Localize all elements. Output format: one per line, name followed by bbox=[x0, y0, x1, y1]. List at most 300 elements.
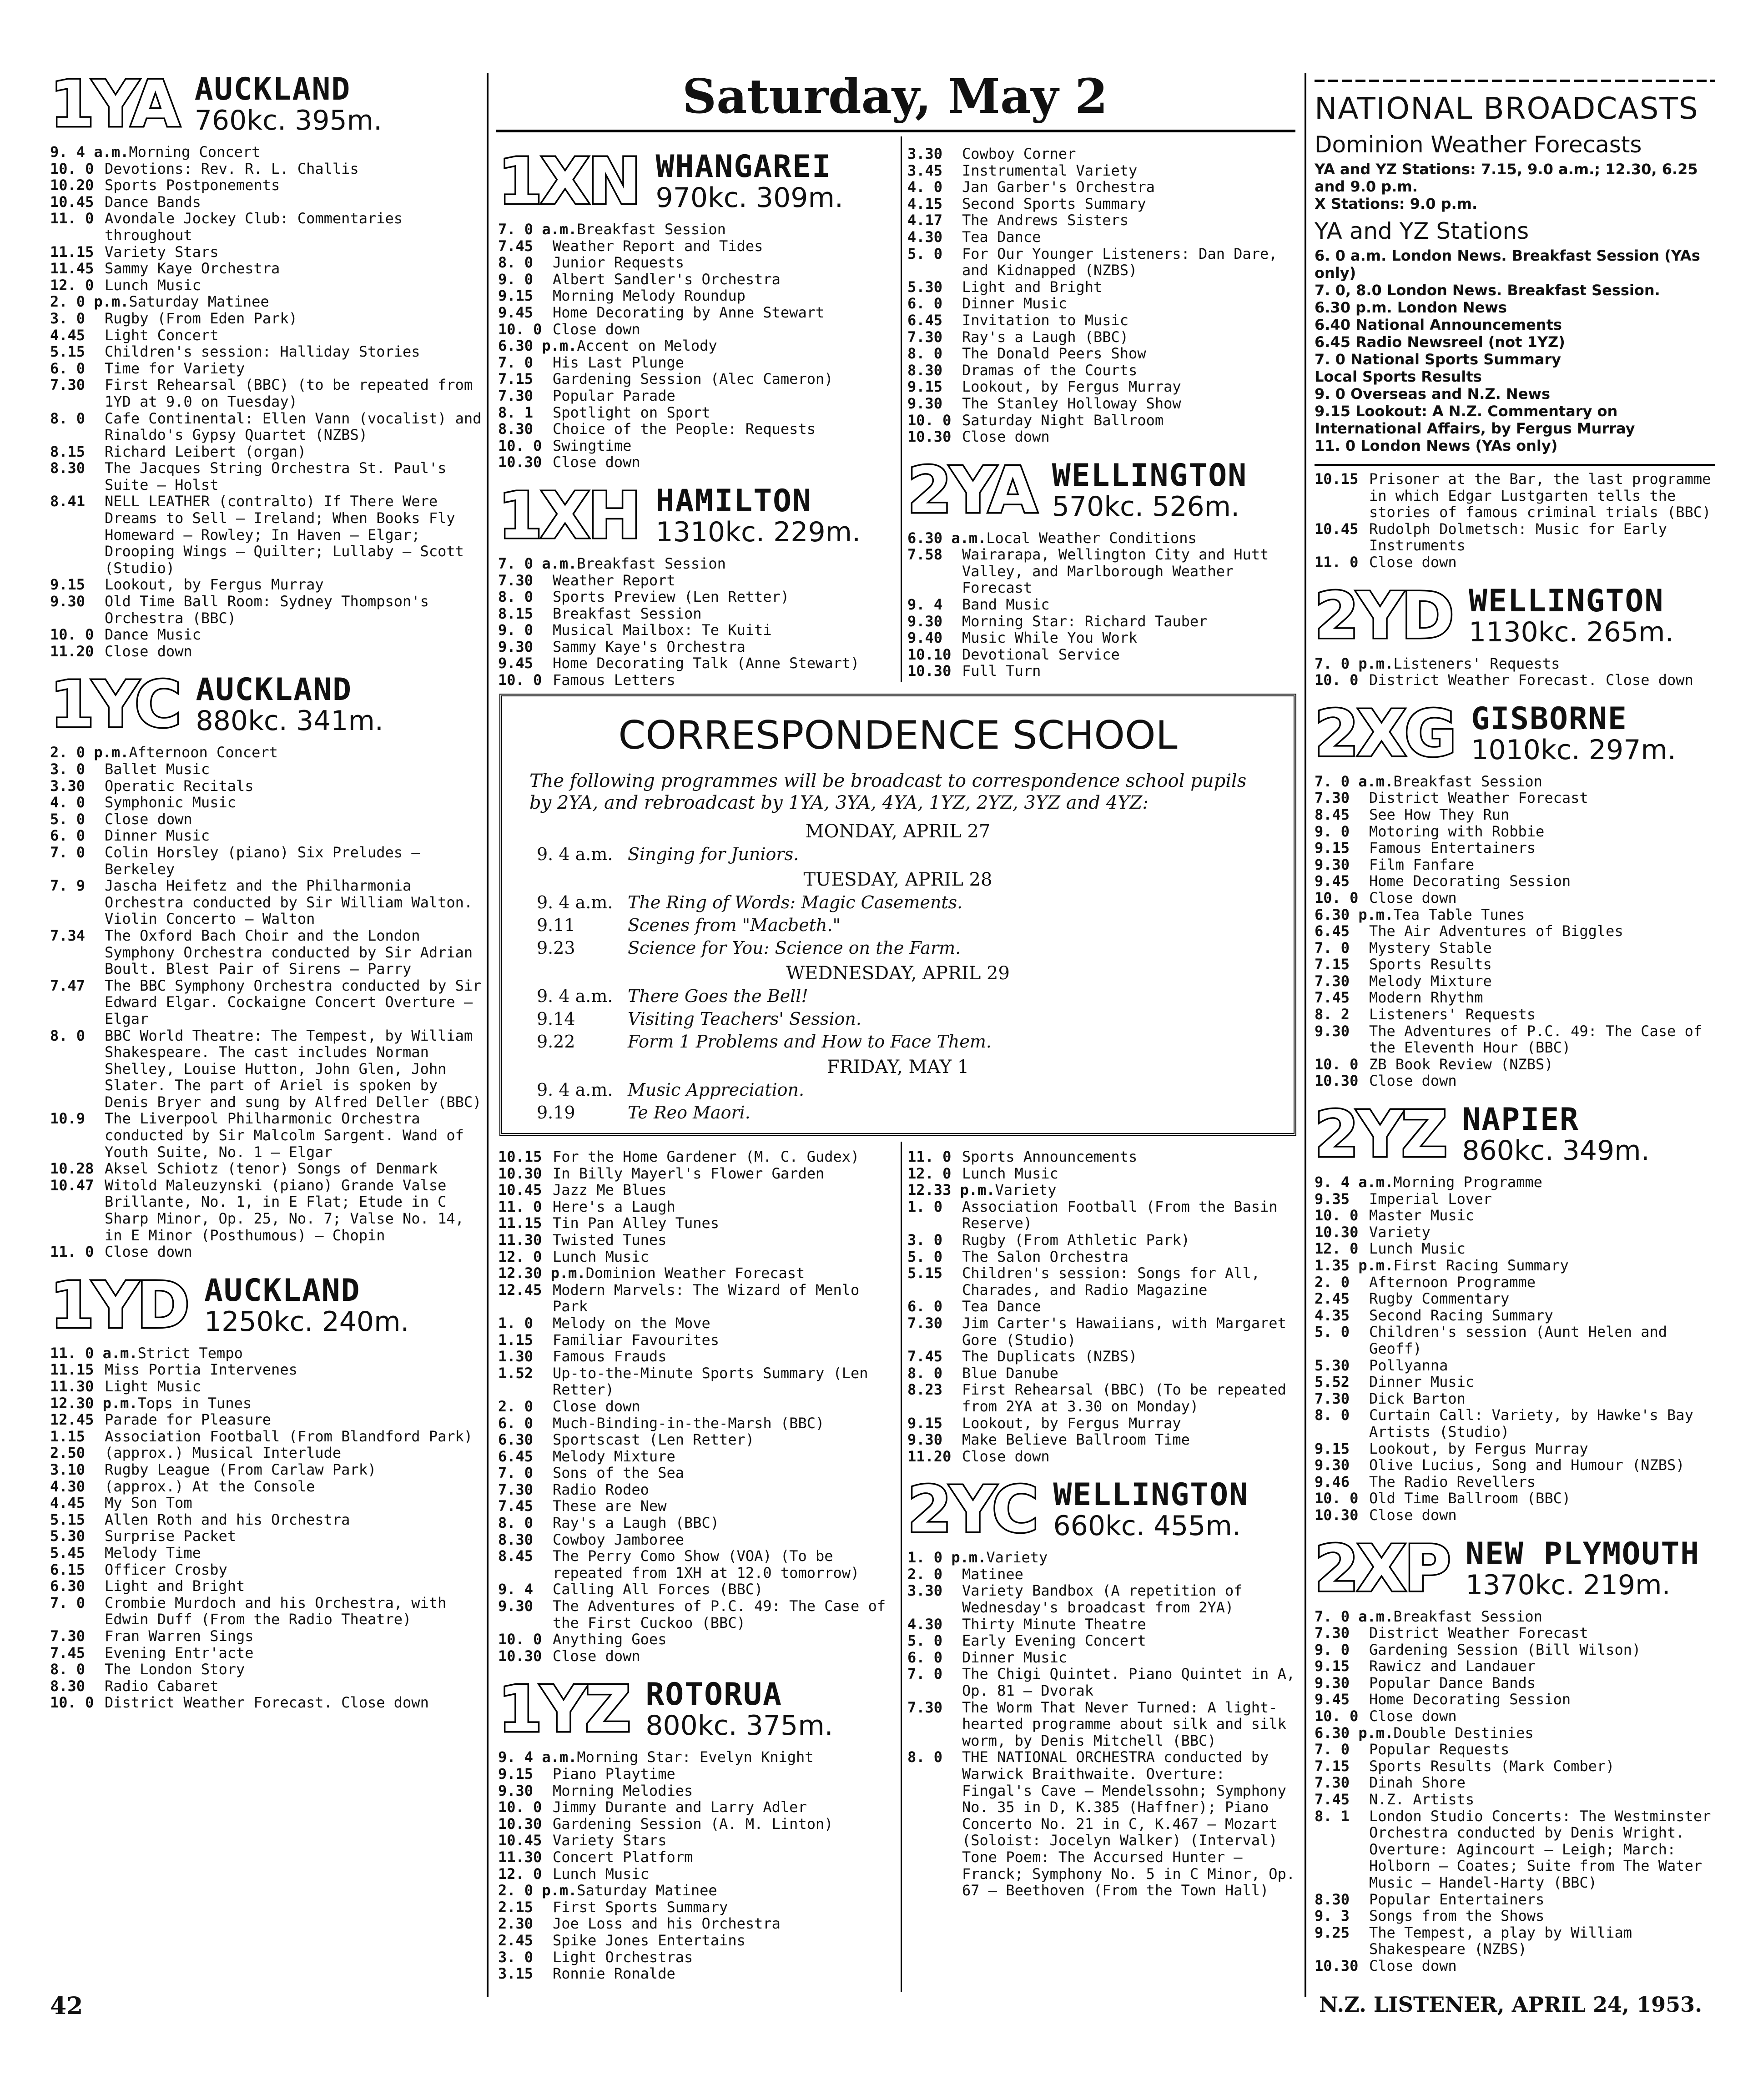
programme-row bbox=[907, 229, 1296, 246]
programme-time: 7.30 bbox=[1315, 1390, 1350, 1407]
programme-row bbox=[1315, 1891, 1715, 1908]
yayz-line: 6.45 Radio Newsreel (not 1YZ) bbox=[1315, 333, 1565, 351]
programme-time: 10.15 bbox=[498, 1148, 542, 1165]
programme-row bbox=[498, 421, 894, 438]
programme-row bbox=[498, 639, 894, 655]
yayz-line: 9. 0 Overseas and N.Z. News bbox=[1315, 385, 1550, 403]
programme-title: Junior Requests bbox=[553, 254, 684, 272]
programme-time: 8. 0 bbox=[50, 1661, 86, 1678]
station-header bbox=[50, 668, 482, 742]
programme-title: Popular Parade bbox=[553, 387, 675, 404]
programme-row bbox=[498, 1783, 894, 1799]
programme-row bbox=[1315, 1440, 1715, 1457]
programme-row bbox=[1315, 873, 1715, 890]
programme-row bbox=[498, 404, 894, 421]
national-rule bbox=[1315, 80, 1715, 82]
programme-time: 5.15 bbox=[50, 343, 86, 361]
programme-title: Jazz Me Blues bbox=[553, 1181, 667, 1199]
programme-title: Tin Pan Alley Tunes bbox=[553, 1214, 720, 1232]
station-city: GISBORNE bbox=[1471, 700, 1627, 737]
programme-title: Master Music bbox=[1369, 1207, 1475, 1224]
programme-row bbox=[498, 1631, 894, 1648]
programme-title: Rudolph Dolmetsch: Music for Early Instruments bbox=[1369, 520, 1667, 554]
programme-title: Morning Concert bbox=[129, 143, 261, 161]
programme-time: 6. 0 bbox=[50, 827, 86, 845]
programme-title: Modern Rhythm bbox=[1369, 989, 1483, 1007]
programme-time: 12.30 p.m. bbox=[50, 1394, 138, 1412]
programme-time: 11.20 bbox=[907, 1447, 952, 1465]
programme-title: Breakfast Session bbox=[1393, 772, 1542, 790]
programme-time: 11. 0 bbox=[1315, 553, 1359, 571]
programme-row bbox=[1315, 1191, 1715, 1208]
programme-row bbox=[907, 312, 1296, 329]
station-frequency: 800kc. 375m. bbox=[645, 1710, 833, 1742]
programme-row bbox=[50, 811, 482, 828]
programme-title: His Last Plunge bbox=[553, 353, 684, 371]
programme-row bbox=[907, 412, 1296, 429]
programme-time: 12.33 p.m. bbox=[907, 1181, 995, 1199]
yayz-line: 7. 0 National Sports Summary bbox=[1315, 351, 1562, 368]
programme-title: First Sports Summary bbox=[553, 1898, 728, 1916]
programme-row bbox=[498, 555, 894, 572]
programme-time: 6.30 bbox=[50, 1577, 86, 1595]
station-frequency: 1310kc. 229m. bbox=[655, 516, 861, 548]
programme-title: Home Decorating Session bbox=[1369, 872, 1571, 890]
programme-title: First Rehearsal (BBC) (To be repeated from 2YA at 3.30 on Monday) bbox=[962, 1381, 1286, 1415]
programme-title: Close down bbox=[105, 1243, 192, 1261]
programme-time: 8. 0 bbox=[50, 409, 86, 427]
programme-time: 4.17 bbox=[907, 212, 943, 229]
programme-time: 8.41 bbox=[50, 493, 86, 510]
programme-title: The Adventures of P.C. 49: The Case of the First Cuckoo (BBC) bbox=[553, 1597, 886, 1632]
station-city: WELLINGTON bbox=[1469, 583, 1664, 619]
programme-title: Afternoon Concert bbox=[129, 744, 278, 761]
programme-time: 6.45 bbox=[498, 1447, 534, 1465]
programme-time: 6.30 p.m. bbox=[1315, 1724, 1394, 1742]
programme-time: 7.30 bbox=[1315, 789, 1350, 807]
programme-time: 10.47 bbox=[50, 1176, 94, 1194]
programme-row bbox=[1315, 940, 1715, 957]
programme-row bbox=[50, 827, 482, 844]
programme-title: Matinee bbox=[962, 1565, 1023, 1583]
page-number: 42 bbox=[50, 1992, 83, 2020]
programme-row bbox=[498, 1465, 894, 1481]
programme-time: 9.46 bbox=[1315, 1473, 1350, 1491]
programme-time: 6. 0 bbox=[907, 1648, 943, 1666]
school-time: 9.11 bbox=[537, 915, 575, 935]
programme-row bbox=[50, 744, 482, 761]
programme-time: 10.30 bbox=[498, 1647, 542, 1665]
programme-time: 9.15 bbox=[498, 287, 534, 305]
programme-title: Ray's a Laugh (BBC) bbox=[553, 1514, 720, 1532]
programme-time: 11. 0 bbox=[907, 1148, 952, 1165]
programme-time: 11. 0 a.m. bbox=[50, 1344, 138, 1362]
programme-title: Jimmy Durante and Larry Adler bbox=[553, 1798, 807, 1816]
programme-row bbox=[50, 360, 482, 377]
programme-row bbox=[1315, 906, 1715, 923]
school-time: 9.14 bbox=[537, 1009, 575, 1029]
programme-time: 10.30 bbox=[498, 1164, 542, 1182]
programme-row bbox=[50, 643, 482, 660]
programme-title: Prisoner at the Bar, the last programme in which Edgar Lustgarten tells the stories of famous criminal trials (BBC) bbox=[1369, 470, 1711, 521]
programme-time: 10.30 bbox=[907, 662, 952, 680]
programme-time: 7. 0 a.m. bbox=[1315, 772, 1394, 790]
station-meta bbox=[645, 1677, 833, 1742]
programme-time: 11. 0 bbox=[50, 1243, 94, 1261]
programme-time: 1. 0 p.m. bbox=[907, 1549, 987, 1566]
programme-row bbox=[907, 196, 1296, 212]
column-rule bbox=[487, 73, 489, 1997]
programme-row bbox=[498, 371, 894, 388]
school-time: 9. 4 a.m. bbox=[537, 1080, 613, 1100]
programme-row bbox=[498, 1648, 894, 1665]
programme-time: 7.30 bbox=[907, 1314, 943, 1332]
programme-title: Lunch Music bbox=[553, 1865, 649, 1883]
station-frequency: 570kc. 526m. bbox=[1052, 490, 1240, 523]
programme-row bbox=[498, 1165, 894, 1182]
programme-title: Jan Garber's Orchestra bbox=[962, 178, 1155, 196]
programme-title: The BBC Symphony Orchestra conducted by Sir Edward Elgar. Cockaigne Concert Overture — Elgar bbox=[105, 977, 482, 1027]
yayz-line: 11. 0 London News (YAs only) bbox=[1315, 437, 1558, 454]
programme-row bbox=[498, 238, 894, 255]
programme-time: 9.45 bbox=[1315, 1691, 1350, 1708]
programme-title: Surprise Packet bbox=[105, 1527, 236, 1545]
programme-list bbox=[907, 530, 1296, 680]
programme-time: 8.15 bbox=[498, 604, 534, 622]
programme-title: Spotlight on Sport bbox=[553, 403, 710, 421]
programme-title: Close down bbox=[553, 1397, 640, 1415]
programme-row bbox=[498, 672, 894, 689]
school-time: 9. 4 a.m. bbox=[537, 986, 613, 1006]
programme-row bbox=[498, 1849, 894, 1866]
programme-title: Miss Portia Intervenes bbox=[105, 1361, 297, 1379]
programme-time: 8. 0 bbox=[498, 588, 534, 606]
programme-title: Piano Playtime bbox=[553, 1765, 675, 1783]
programme-row bbox=[498, 1199, 894, 1215]
programme-time: 10. 0 bbox=[1315, 889, 1359, 906]
programme-time: 5.30 bbox=[50, 1527, 86, 1545]
programme-list bbox=[1315, 655, 1715, 689]
school-subject: Form 1 Problems and How to Face Them. bbox=[628, 1032, 992, 1052]
programme-time: 10. 0 bbox=[1315, 671, 1359, 689]
programme-row bbox=[907, 395, 1296, 412]
programme-row bbox=[1315, 840, 1715, 856]
programme-title: Lookout, by Fergus Murray bbox=[962, 378, 1181, 396]
programme-title: The Liverpool Philharmonic Orchestra conducted by Sir Malcolm Sargent. Wand of Youth Suite, No. 1 — Elgar bbox=[105, 1110, 464, 1161]
national-title: NATIONAL BROADCASTS bbox=[1315, 91, 1699, 126]
programme-title: Blue Danube bbox=[962, 1364, 1058, 1382]
programme-row bbox=[907, 428, 1296, 445]
column-left bbox=[50, 68, 482, 1720]
programme-title: Popular Dance Bands bbox=[1369, 1674, 1536, 1692]
programme-title: Officer Crosby bbox=[105, 1561, 227, 1578]
programme-time: 7.30 bbox=[498, 1481, 534, 1498]
programme-time: 2. 0 bbox=[498, 1397, 534, 1415]
station-block bbox=[1315, 698, 1715, 1089]
programme-time: 7.34 bbox=[50, 927, 86, 944]
programme-row bbox=[1315, 1708, 1715, 1725]
programme-title: Lunch Music bbox=[553, 1248, 649, 1265]
programme-row bbox=[1315, 823, 1715, 840]
programme-time: 8. 0 bbox=[907, 1364, 943, 1382]
station-meta bbox=[656, 149, 843, 214]
programme-row bbox=[907, 1549, 1296, 1566]
school-subject: Singing for Juniors. bbox=[628, 844, 799, 864]
programme-title: Sports Results (Mark Comber) bbox=[1369, 1757, 1615, 1775]
programme-time: 1.52 bbox=[498, 1364, 534, 1382]
station-city: HAMILTON bbox=[655, 483, 812, 519]
programme-title: Lookout, by Fergus Murray bbox=[962, 1414, 1181, 1432]
station-header bbox=[498, 1672, 894, 1747]
programme-time: 9. 4 bbox=[498, 1581, 534, 1598]
programme-title: Gardening Session (Bill Wilson) bbox=[1369, 1641, 1641, 1658]
programme-time: 9.30 bbox=[50, 593, 86, 610]
programme-title: Old Time Ball Room: Sydney Thompson's Orchestra (BBC) bbox=[105, 593, 429, 627]
programme-row bbox=[498, 1899, 894, 1916]
weather-line: X Stations: 9.0 p.m. bbox=[1315, 195, 1478, 212]
programme-time: 5. 0 bbox=[907, 1248, 943, 1265]
programme-time: 7. 0 a.m. bbox=[498, 221, 577, 238]
programme-row bbox=[907, 1582, 1296, 1616]
programme-row bbox=[498, 605, 894, 622]
station-meta bbox=[195, 71, 382, 136]
programme-title: First Rehearsal (BBC) (to be repeated from 1YD at 9.0 on Tuesday) bbox=[105, 376, 473, 410]
programme-title: Close down bbox=[105, 642, 192, 660]
station-frequency: 880kc. 341m. bbox=[196, 705, 383, 737]
programme-title: District Weather Forecast bbox=[1369, 1624, 1588, 1642]
programme-row bbox=[498, 354, 894, 371]
programme-row bbox=[498, 1398, 894, 1415]
programme-row bbox=[50, 293, 482, 310]
programme-row bbox=[907, 1298, 1296, 1315]
programme-row bbox=[50, 1478, 482, 1495]
station-frequency: 970kc. 309m. bbox=[655, 182, 843, 214]
programme-title: Light Orchestras bbox=[553, 1948, 693, 1966]
programme-row bbox=[50, 1411, 482, 1428]
programme-row bbox=[1315, 1073, 1715, 1089]
programme-time: 2. 0 bbox=[1315, 1273, 1350, 1291]
programme-title: See How They Run bbox=[1369, 806, 1510, 823]
programme-time: 3. 0 bbox=[907, 1231, 943, 1249]
programme-time: 9.15 bbox=[1315, 1440, 1350, 1457]
programme-row bbox=[1315, 773, 1715, 790]
programme-row bbox=[907, 546, 1296, 596]
programme-row bbox=[1315, 890, 1715, 906]
programme-row bbox=[50, 877, 482, 927]
page-title: Saturday, May 2 bbox=[682, 68, 1108, 124]
programme-row bbox=[50, 410, 482, 443]
programme-row bbox=[50, 1645, 482, 1662]
programme-title: Dinner Music bbox=[962, 1648, 1068, 1666]
programme-title: Dominion Weather Forecast bbox=[585, 1264, 805, 1282]
programme-row bbox=[498, 1515, 894, 1531]
programme-row bbox=[50, 194, 482, 211]
programme-time: 9.15 bbox=[1315, 1657, 1350, 1675]
programme-row bbox=[50, 794, 482, 811]
programme-title: Operatic Recitals bbox=[105, 777, 254, 795]
programme-time: 2. 0 p.m. bbox=[50, 744, 129, 761]
programme-time: 10.30 bbox=[498, 453, 542, 471]
station-city: NEW PLYMOUTH bbox=[1465, 1536, 1700, 1572]
station-callsign: 1XH bbox=[498, 478, 640, 553]
programme-list bbox=[498, 555, 894, 689]
programme-title: Saturday Night Ballroom bbox=[962, 411, 1164, 429]
programme-title: Home Decorating by Anne Stewart bbox=[553, 303, 825, 321]
programme-time: 7. 0 bbox=[1315, 1741, 1350, 1758]
programme-row bbox=[907, 1381, 1296, 1415]
programme-time: 8.23 bbox=[907, 1381, 943, 1399]
programme-time: 5. 0 bbox=[1315, 1323, 1350, 1341]
programme-time: 9. 3 bbox=[1315, 1907, 1350, 1925]
school-subject: Visiting Teachers' Session. bbox=[628, 1009, 861, 1029]
programme-title: Close down bbox=[1369, 889, 1457, 906]
school-subject: The Ring of Words: Magic Casements. bbox=[628, 892, 963, 912]
programme-time: 3.15 bbox=[498, 1965, 534, 1983]
programme-title: Sons of the Sea bbox=[553, 1464, 684, 1482]
programme-time: 8. 0 bbox=[907, 345, 943, 363]
programme-time: 7.30 bbox=[907, 1698, 943, 1716]
programme-title: Close down bbox=[1369, 553, 1457, 571]
programme-title: In Billy Mayerl's Flower Garden bbox=[553, 1164, 825, 1182]
programme-row bbox=[498, 1915, 894, 1932]
programme-title: Melody Mixture bbox=[1369, 972, 1492, 990]
programme-row bbox=[907, 1315, 1296, 1348]
column-rule bbox=[1305, 73, 1306, 1997]
programme-time: 10.30 bbox=[1315, 1223, 1359, 1241]
programme-time: 9.40 bbox=[907, 629, 943, 647]
programme-row bbox=[1315, 1608, 1715, 1625]
programme-time: 7.45 bbox=[498, 237, 534, 255]
programme-row bbox=[498, 1816, 894, 1833]
station-meta bbox=[196, 672, 383, 737]
programme-time: 3.45 bbox=[907, 161, 943, 179]
programme-title: Melody on the Move bbox=[553, 1314, 710, 1332]
programme-row bbox=[1315, 1741, 1715, 1758]
programme-title: Tea Table Tunes bbox=[1393, 906, 1525, 923]
programme-row bbox=[50, 460, 482, 493]
programme-row bbox=[50, 1395, 482, 1412]
station-callsign: 1XN bbox=[498, 145, 640, 219]
programme-title: Albert Sandler's Orchestra bbox=[553, 270, 781, 288]
programme-title: Choice of the People: Requests bbox=[553, 420, 816, 438]
programme-list bbox=[1315, 1608, 1715, 1974]
programme-time: 2.45 bbox=[1315, 1290, 1350, 1308]
programme-title: Tea Dance bbox=[962, 228, 1041, 246]
programme-title: Ballet Music bbox=[105, 760, 210, 778]
programme-row bbox=[907, 1649, 1296, 1666]
programme-title: Ronnie Ronalde bbox=[553, 1965, 675, 1983]
station-callsign: 2YC bbox=[907, 1473, 1037, 1547]
programme-time: 7.45 bbox=[1315, 1791, 1350, 1808]
programme-row bbox=[498, 321, 894, 338]
programme-time: 7.15 bbox=[1315, 956, 1350, 973]
programme-row bbox=[498, 572, 894, 589]
programme-row bbox=[1315, 655, 1715, 672]
programme-title: Time for Variety bbox=[105, 359, 245, 377]
school-subject: Science for You: Science on the Farm. bbox=[628, 938, 961, 958]
programme-time: 10. 0 bbox=[1315, 1055, 1359, 1073]
programme-title: Twisted Tunes bbox=[553, 1231, 667, 1249]
programme-title: Popular Entertainers bbox=[1369, 1890, 1545, 1908]
programme-title: The Radio Revellers bbox=[1369, 1473, 1536, 1491]
programme-row bbox=[498, 1581, 894, 1598]
programme-time: 7. 0 a.m. bbox=[1315, 1607, 1394, 1625]
programme-list bbox=[498, 1148, 894, 1664]
programme-row bbox=[1315, 1908, 1715, 1924]
programme-title: Dramas of the Courts bbox=[962, 361, 1138, 379]
programme-time: 3.10 bbox=[50, 1460, 86, 1478]
programme-time: 4.35 bbox=[1315, 1306, 1350, 1324]
station-header bbox=[907, 1473, 1296, 1547]
programme-title: Lunch Music bbox=[962, 1164, 1058, 1182]
programme-title: Listeners' Requests bbox=[1393, 655, 1560, 672]
programme-time: 8. 0 bbox=[498, 1514, 534, 1532]
programme-row bbox=[50, 1445, 482, 1461]
programme-title: The Oxford Bach Choir and the London Symphony Orchestra conducted by Sir Adrian Boult. Blest Pair of Sirens — Parry bbox=[105, 927, 473, 978]
programme-time: 5.52 bbox=[1315, 1373, 1350, 1391]
programme-time: 7.30 bbox=[50, 376, 86, 394]
programme-title: Morning Star: Evelyn Knight bbox=[577, 1748, 814, 1766]
station-header bbox=[498, 145, 894, 219]
programme-title: Modern Marvels: The Wizard of Menlo Park bbox=[553, 1281, 860, 1315]
programme-row bbox=[907, 1749, 1296, 1899]
programme-row bbox=[50, 1110, 482, 1160]
station-meta bbox=[204, 1273, 409, 1338]
programme-title: Morning Programme bbox=[1393, 1173, 1542, 1191]
programme-row bbox=[1315, 1174, 1715, 1191]
programme-title: Swingtime bbox=[553, 437, 632, 454]
programme-title: Light Music bbox=[105, 1378, 201, 1395]
programme-row bbox=[907, 246, 1296, 279]
station-header bbox=[50, 67, 482, 141]
programme-title: Breakfast Session bbox=[577, 221, 726, 238]
programme-row bbox=[1315, 672, 1715, 689]
programme-title: The Air Adventures of Biggles bbox=[1369, 922, 1623, 940]
programme-time: 9.30 bbox=[1315, 856, 1350, 873]
programme-title: Morning Star: Richard Tauber bbox=[962, 612, 1208, 630]
programme-time: 4. 0 bbox=[50, 794, 86, 811]
programme-time: 5.30 bbox=[907, 278, 943, 296]
column-mid-right-top bbox=[907, 146, 1296, 689]
programme-list bbox=[50, 744, 482, 1260]
programme-time: 10. 0 bbox=[498, 320, 542, 338]
yayz-line: 6.40 National Announcements bbox=[1315, 316, 1562, 333]
programme-title: Evening Entr'acte bbox=[105, 1644, 254, 1662]
programme-title: Rugby League (From Carlaw Park) bbox=[105, 1460, 377, 1478]
station-meta bbox=[656, 483, 861, 548]
programme-row bbox=[1315, 1224, 1715, 1241]
station-city: NAPIER bbox=[1462, 1102, 1579, 1138]
programme-row bbox=[498, 1315, 894, 1332]
programme-time: 7.30 bbox=[1315, 1624, 1350, 1642]
programme-title: The Salon Orchestra bbox=[962, 1248, 1129, 1265]
programme-row bbox=[1315, 1240, 1715, 1257]
programme-time: 7. 0 a.m. bbox=[498, 554, 577, 572]
programme-row bbox=[1315, 973, 1715, 990]
programme-row bbox=[50, 1345, 482, 1362]
programme-title: Up-to-the-Minute Sports Summary (Len Retter) bbox=[553, 1364, 868, 1399]
programme-time: 12. 0 bbox=[498, 1248, 542, 1265]
programme-time: 11.45 bbox=[50, 260, 94, 277]
programme-title: Spike Jones Entertains bbox=[553, 1931, 746, 1949]
programme-row bbox=[50, 343, 482, 360]
programme-time: 8.30 bbox=[498, 1531, 534, 1548]
programme-title: Cafe Continental: Ellen Vann (vocalist) and Rinaldo's Gypsy Quartet (NZBS) bbox=[105, 409, 482, 444]
programme-title: N.Z. Artists bbox=[1369, 1791, 1475, 1808]
programme-row bbox=[1315, 1725, 1715, 1742]
column-mid-left-bottom bbox=[498, 1148, 894, 1991]
station-header bbox=[50, 1268, 482, 1343]
